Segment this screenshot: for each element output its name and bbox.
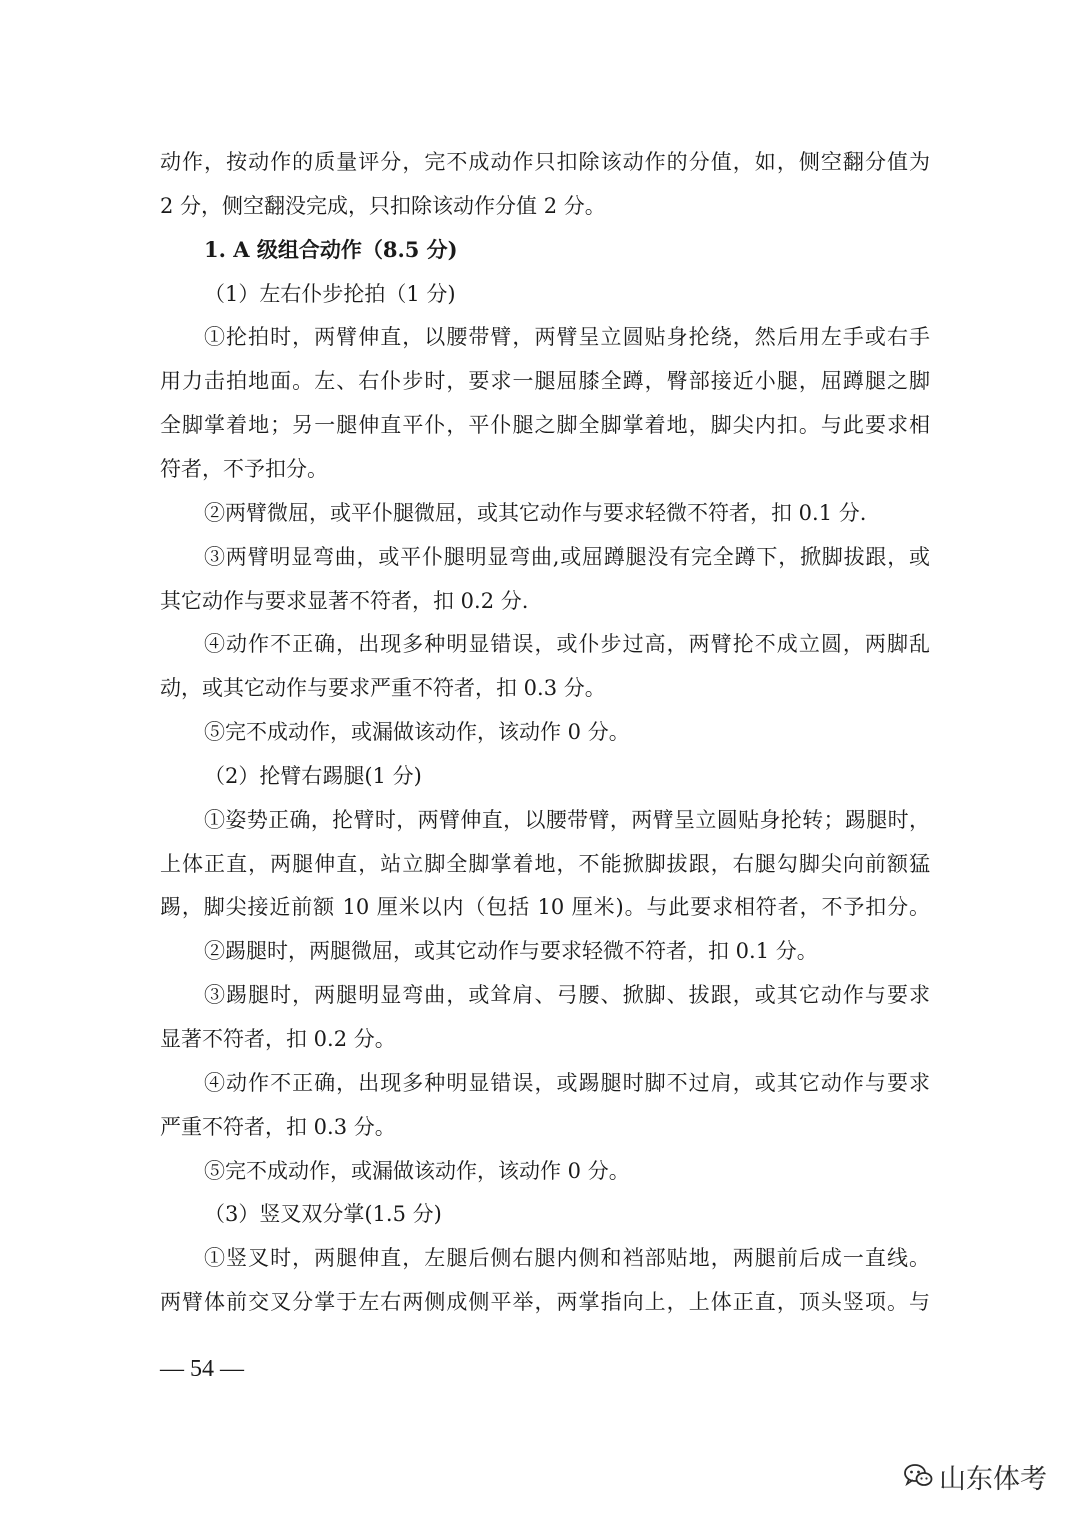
- body-line: ①姿势正确，抡臂时，两臂伸直，以腰带臂，两臂呈立圆贴身抡转；踢腿时，: [204, 808, 930, 832]
- body-line: ③两臂明显弯曲，或平仆腿明显弯曲,或屈蹲腿没有完全蹲下，掀脚拔跟，或: [204, 545, 930, 569]
- body-line: （3）竖叉双分掌(1.5 分): [204, 1202, 442, 1226]
- body-line: 用力击拍地面。左、右仆步时，要求一腿屈膝全蹲，臀部接近小腿，屈蹲腿之脚: [160, 369, 930, 393]
- body-line: ②踢腿时，两腿微屈，或其它动作与要求轻微不符者，扣 0.1 分。: [204, 939, 818, 963]
- body-line: 显著不符者，扣 0.2 分。: [160, 1027, 396, 1051]
- body-line: 2 分，侧空翻没完成，只扣除该动作分值 2 分。: [160, 194, 606, 218]
- body-line: ⑤完不成动作，或漏做该动作，该动作 0 分。: [204, 720, 630, 744]
- body-line: 1. A 级组合动作（8.5 分): [204, 237, 458, 262]
- body-line: ①竖叉时，两腿伸直，左腿后侧右腿内侧和裆部贴地，两腿前后成一直线。: [204, 1246, 930, 1270]
- body-line: 其它动作与要求显著不符者，扣 0.2 分.: [160, 589, 529, 613]
- watermark-text: 山东体考: [939, 1463, 1047, 1495]
- body-line: 两臂体前交叉分掌于左右两侧成侧平举，两掌指向上，上体正直，顶头竖项。与: [160, 1290, 930, 1314]
- body-line: ⑤完不成动作，或漏做该动作，该动作 0 分。: [204, 1159, 630, 1183]
- body-line: 符者，不予扣分。: [160, 457, 328, 481]
- body-line: ④动作不正确，出现多种明显错误，或仆步过高，两臂抡不成立圆，两脚乱: [204, 632, 930, 656]
- watermark: [903, 1456, 1047, 1496]
- body-line: 踢，脚尖接近前额 10 厘米以内（包括 10 厘米)。与此要求相符者，不予扣分。: [160, 895, 930, 919]
- body-line: ③踢腿时，两腿明显弯曲，或耸肩、弓腰、掀脚、拔跟，或其它动作与要求: [204, 983, 930, 1007]
- body-line: 上体正直，两腿伸直，站立脚全脚掌着地，不能掀脚拔跟，右腿勾脚尖向前额猛: [160, 852, 930, 876]
- body-line: 全脚掌着地；另一腿伸直平仆，平仆腿之脚全脚掌着地，脚尖内扣。与此要求相: [160, 413, 930, 437]
- body-line: 动，或其它动作与要求严重不符者，扣 0.3 分。: [160, 676, 606, 700]
- body-line: 动作，按动作的质量评分，完不成动作只扣除该动作的分值，如，侧空翻分值为: [160, 150, 930, 174]
- body-line: ①抡拍时，两臂伸直，以腰带臂，两臂呈立圆贴身抡绕，然后用左手或右手: [204, 325, 930, 349]
- body-line: ④动作不正确，出现多种明显错误，或踢腿时脚不过肩，或其它动作与要求: [204, 1071, 930, 1095]
- body-line: ②两臂微屈，或平仆腿微屈，或其它动作与要求轻微不符者，扣 0.1 分.: [204, 501, 867, 525]
- body-line: （1）左右仆步抡拍（1 分): [204, 282, 456, 306]
- body-line: （2）抡臂右踢腿(1 分): [204, 764, 422, 788]
- wechat-icon: [903, 1463, 933, 1489]
- page-number: — 54 —: [160, 1356, 244, 1382]
- body-line: 严重不符者，扣 0.3 分。: [160, 1115, 396, 1139]
